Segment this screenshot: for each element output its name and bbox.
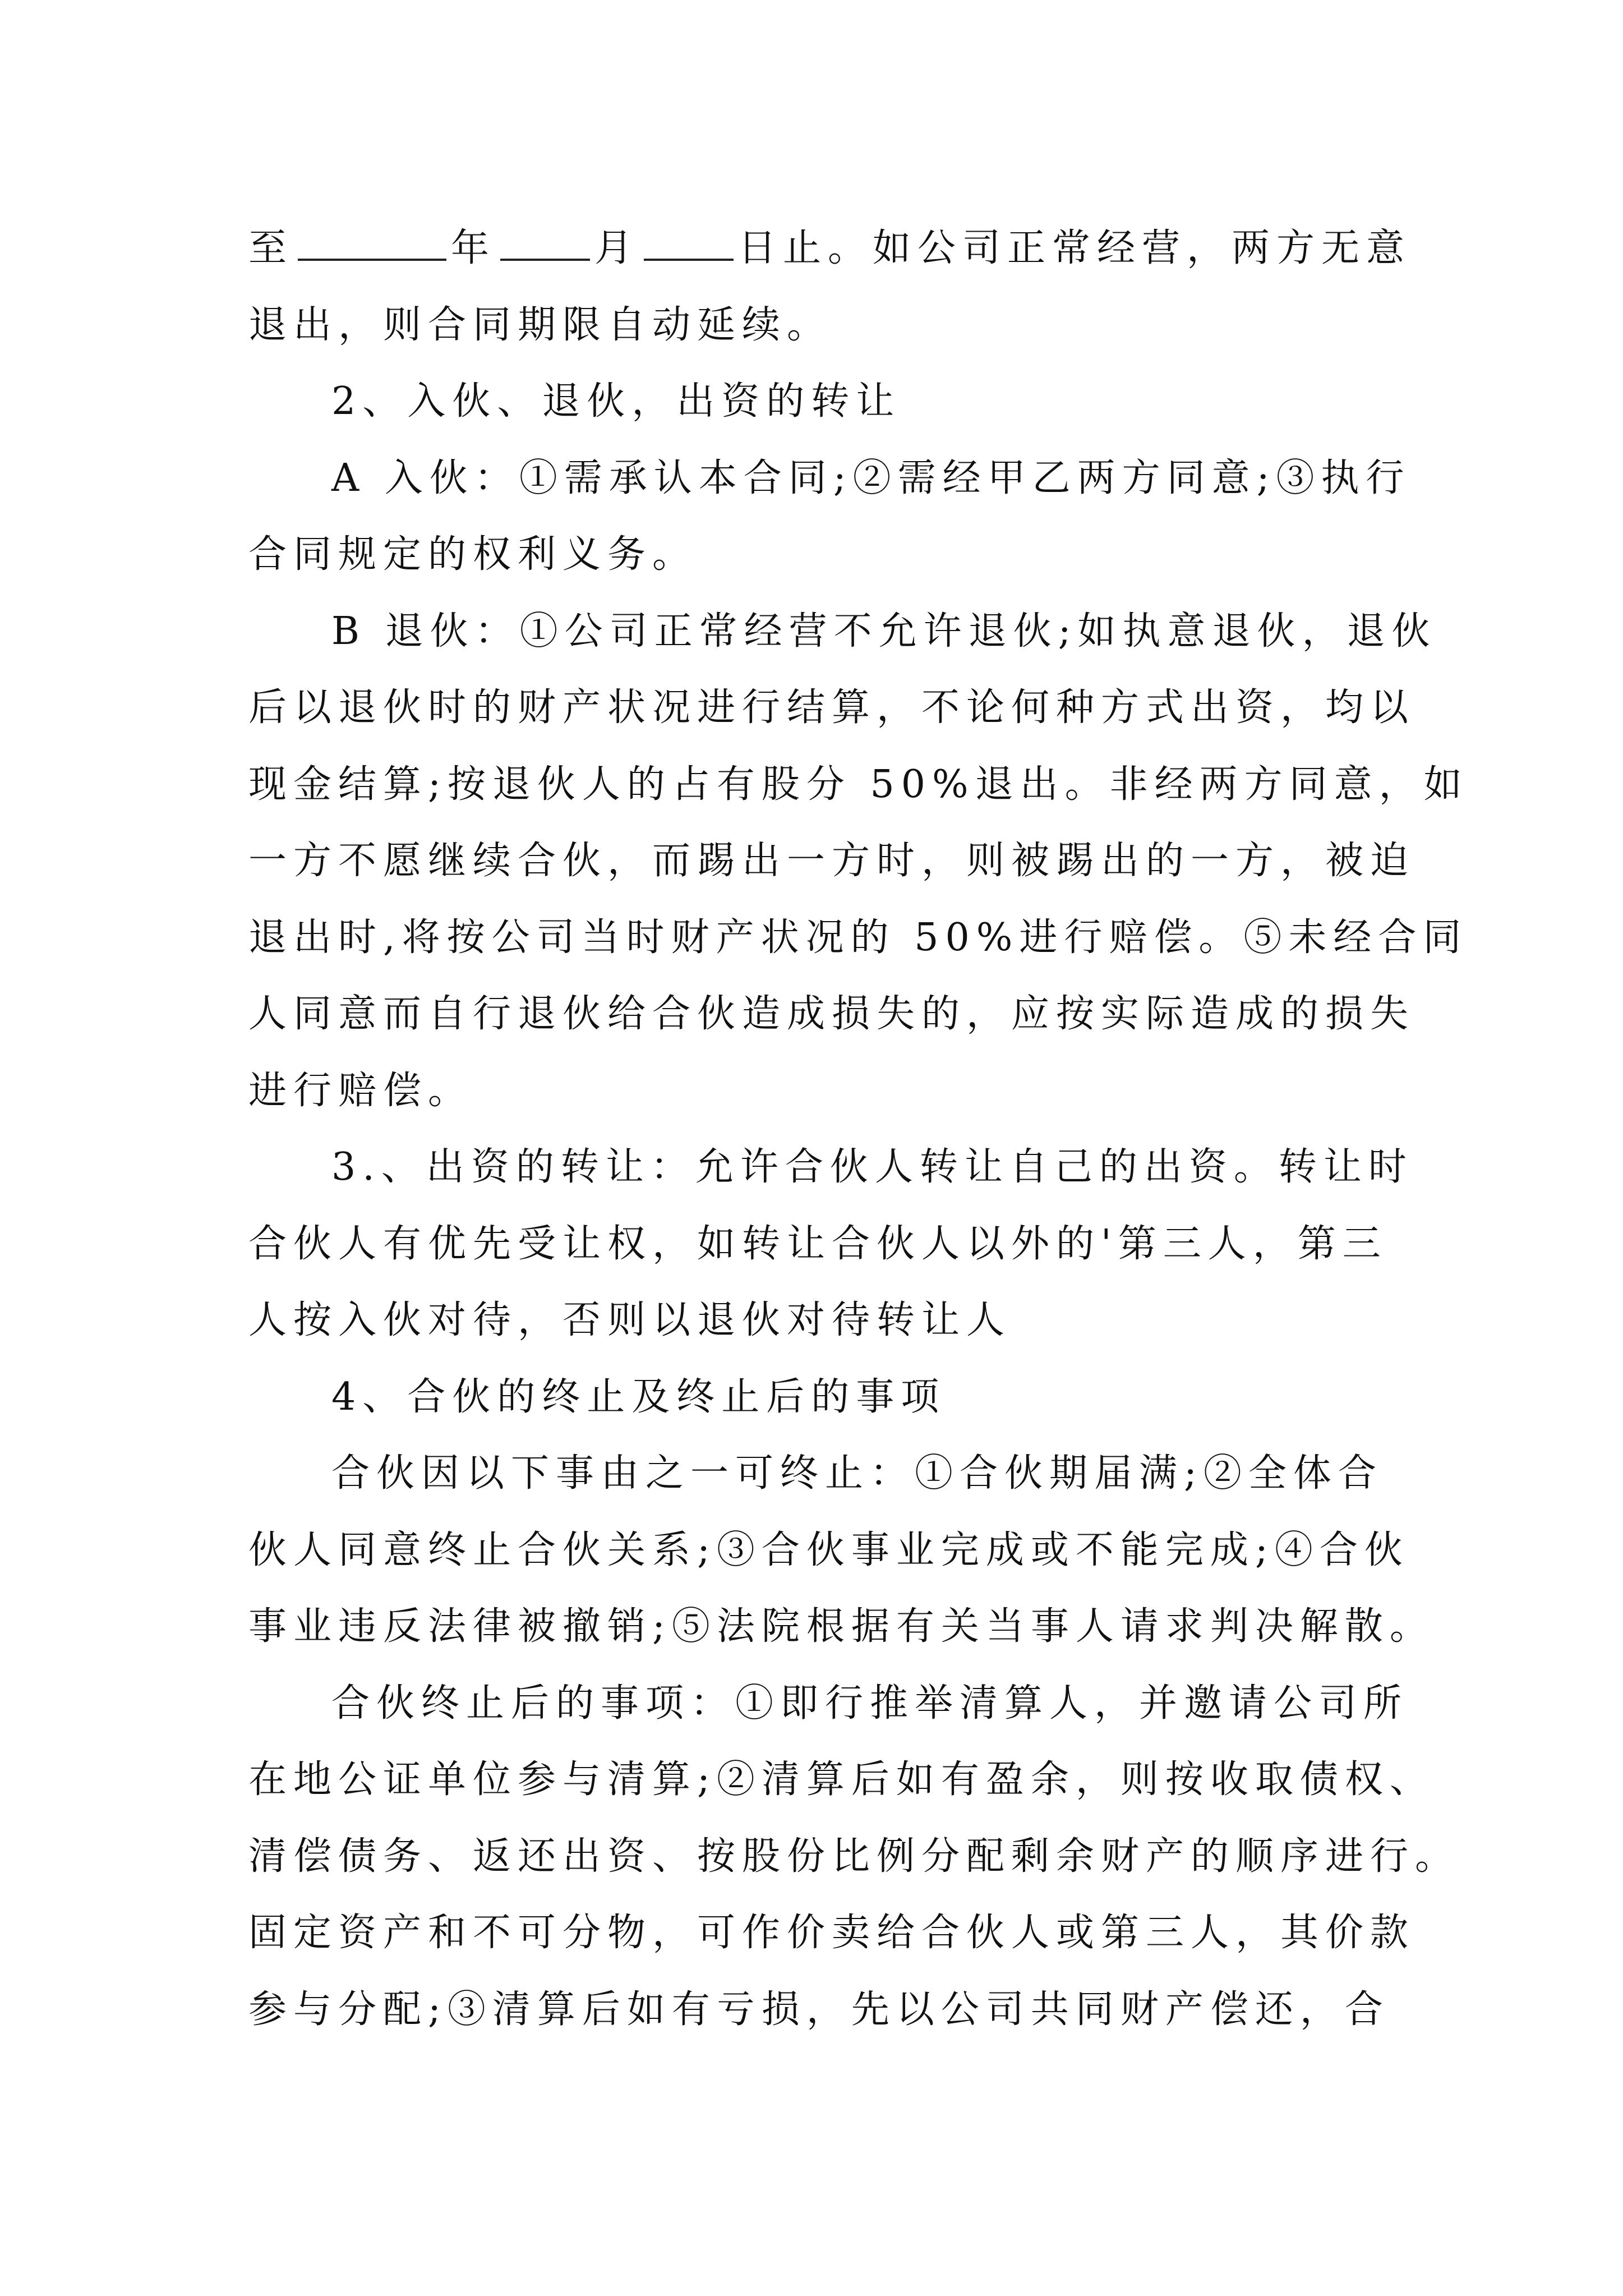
text-line-24: 参与分配;③清算后如有亏损，先以公司共同财产偿还，合 bbox=[248, 1987, 1390, 2032]
text-line-9: 一方不愿继续合伙，而踢出一方时，则被踢出的一方，被迫 bbox=[248, 839, 1415, 883]
text-line-14: 合伙人有优先受让权，如转让合伙人以外的'第三人，第三 bbox=[248, 1221, 1387, 1266]
contract-text bbox=[248, 210, 1469, 2048]
text-line-15: 人按入伙对待，否则以退伙对待转让人 bbox=[248, 1298, 1012, 1342]
text-line-12: 进行赔偿。 bbox=[248, 1068, 473, 1113]
text-line-1 bbox=[248, 210, 1412, 287]
text-line-6: B 退伙：①公司正常经营不允许退伙;如执意退伙，退伙 bbox=[331, 609, 1437, 654]
month-label: 月 bbox=[594, 226, 640, 270]
section-heading-2: 2、入伙、退伙，出资的转让 bbox=[331, 379, 901, 424]
text-line-18: 伙人同意终止合伙关系;③合伙事业完成或不能完成;④合伙 bbox=[248, 1527, 1409, 1572]
text-line-10: 退出时,将按公司当时财产状况的 50%进行赔偿。⑤未经合同 bbox=[248, 915, 1468, 960]
term-end-prefix: 至 bbox=[248, 226, 294, 270]
text-line-5: 合同规定的权利义务。 bbox=[248, 532, 698, 577]
text-line-13: 3.、出资的转让：允许合伙人转让自己的出资。转让时 bbox=[331, 1145, 1413, 1189]
text-line-8: 现金结算;按退伙人的占有股分 50%退出。非经两方同意，如 bbox=[248, 762, 1469, 807]
text-line-21: 在地公证单位参与清算;②清算后如有盈余，则按收取债权、 bbox=[248, 1757, 1435, 1802]
year-label: 年 bbox=[451, 226, 496, 270]
text-line-22: 清偿债务、返还出资、按股份比例分配剩余财产的顺序进行。 bbox=[248, 1834, 1460, 1879]
month-blank bbox=[500, 224, 590, 261]
section-heading-4: 4、合伙的终止及终止后的事项 bbox=[331, 1374, 946, 1419]
text-line-4: A 入伙：①需承认本合同;②需经甲乙两方同意;③执行 bbox=[331, 455, 1411, 500]
year-blank bbox=[298, 224, 446, 261]
term-end-suffix: 日止。如公司正常经营，两方无意 bbox=[738, 226, 1412, 270]
text-line-20: 合伙终止后的事项：①即行推举清算人，并邀请公司所 bbox=[331, 1681, 1409, 1726]
day-blank bbox=[644, 224, 734, 261]
text-line-11: 人同意而自行退伙给合伙造成损失的，应按实际造成的损失 bbox=[248, 992, 1415, 1036]
text-line-23: 固定资产和不可分物，可作价卖给合伙人或第三人，其价款 bbox=[248, 1911, 1415, 1955]
text-line-17: 合伙因以下事由之一可终止：①合伙期届满;②全体合 bbox=[331, 1451, 1383, 1496]
text-line-19: 事业违反法律被撤销;⑤法院根据有关当事人请求判决解散。 bbox=[248, 1604, 1435, 1649]
text-line-7: 后以退伙时的财产状况进行结算，不论何种方式出资，均以 bbox=[248, 685, 1415, 730]
text-line-2: 退出，则合同期限自动延续。 bbox=[248, 302, 832, 347]
